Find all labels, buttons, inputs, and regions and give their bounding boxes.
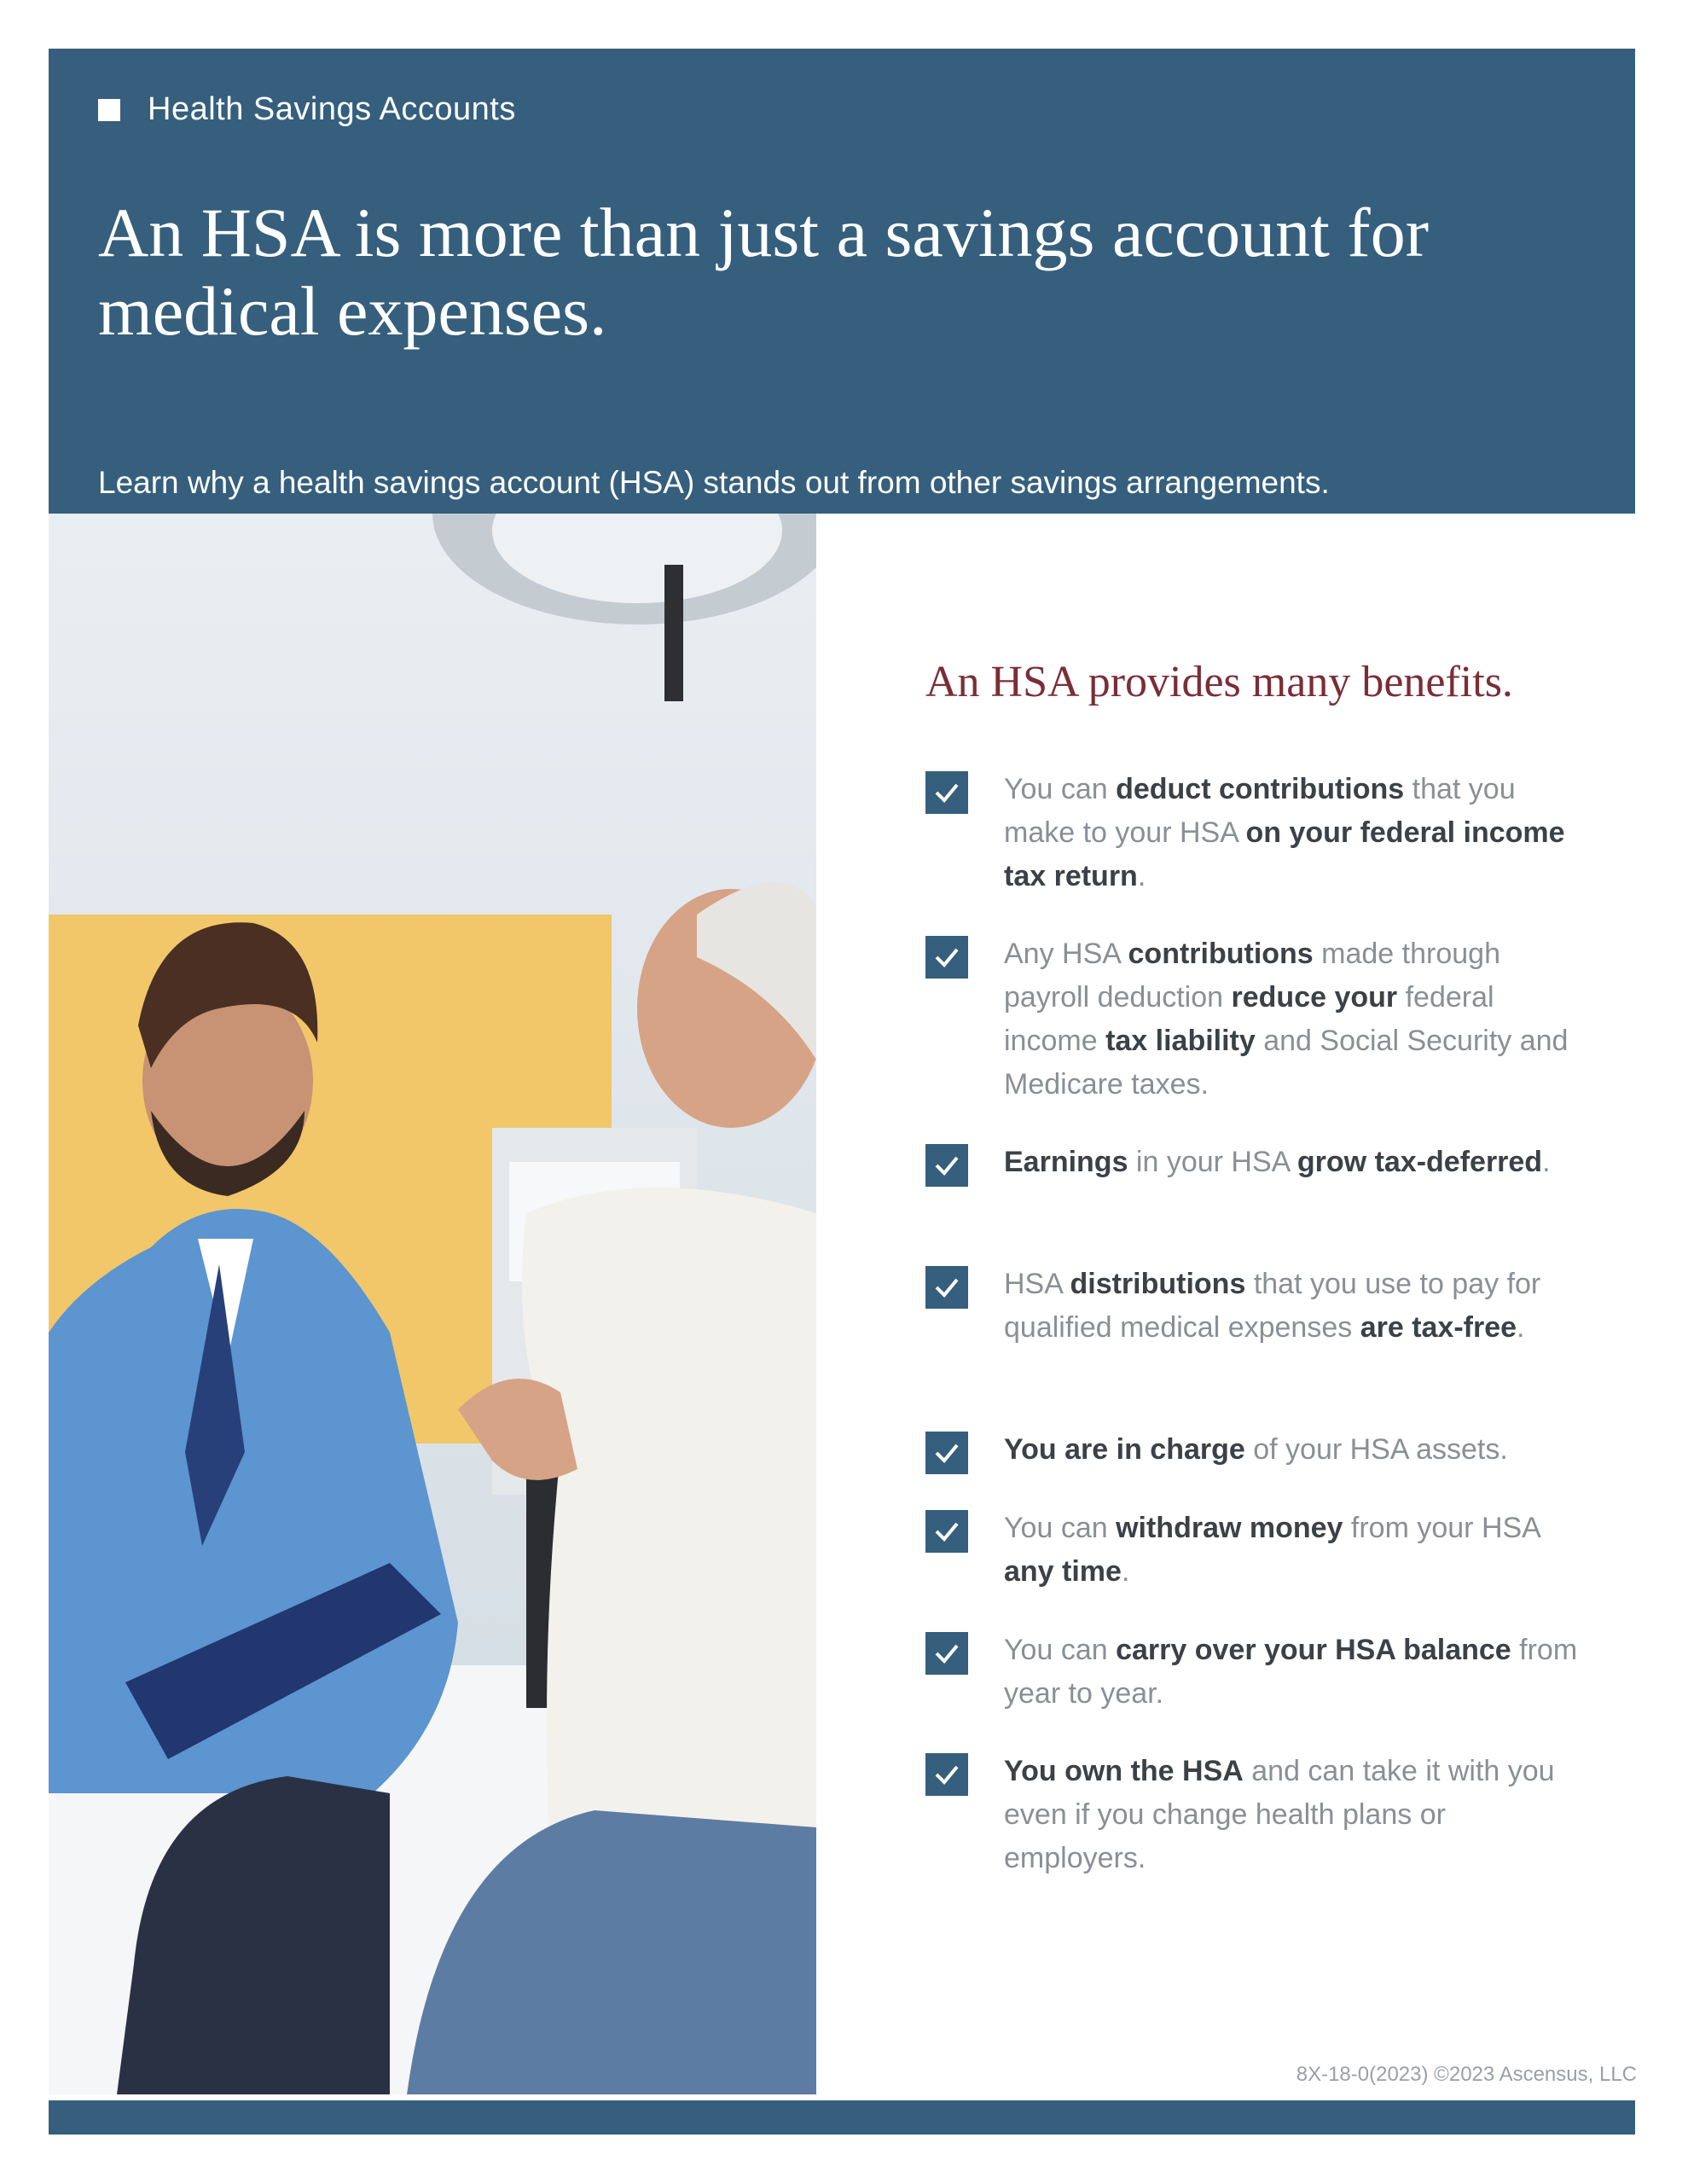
- benefit-text-emphasis: distributions: [1070, 1268, 1246, 1300]
- benefit-text-segment: .: [1517, 1311, 1525, 1344]
- benefit-text-emphasis: deduct contributions: [1116, 773, 1405, 805]
- benefit-text-segment: and can take it with you even if you change health plans or employers.: [1004, 1755, 1555, 1874]
- benefit-text-segment: federal income: [1004, 981, 1494, 1057]
- square-bullet-icon: [98, 99, 120, 121]
- benefit-text-segment: .: [1542, 1146, 1551, 1178]
- benefit-text-segment: from your HSA: [1343, 1512, 1540, 1544]
- doctor-patient-photo: [49, 514, 816, 2094]
- checkbox-checked-icon: [925, 1432, 968, 1474]
- benefit-text-segment: You can: [1004, 1512, 1117, 1544]
- benefit-item-6: [925, 1507, 1592, 1594]
- checkbox-checked-icon: [925, 1753, 968, 1796]
- benefit-text-emphasis: You are in charge: [1004, 1433, 1245, 1466]
- benefit-text-segment: made through payroll deduction: [1004, 938, 1500, 1014]
- benefit-text-segment: .: [1137, 860, 1146, 892]
- benefit-item-8: [925, 1750, 1592, 1880]
- benefit-text-emphasis: You own the HSA: [1004, 1755, 1244, 1787]
- benefit-item-4: [925, 1263, 1592, 1350]
- header-banner: [49, 49, 1635, 514]
- benefit-text-emphasis: grow tax-deferred: [1296, 1146, 1543, 1178]
- benefits-heading: An HSA provides many benefits.: [925, 658, 1513, 706]
- footer-bar: [49, 2100, 1635, 2135]
- benefit-text: [1004, 932, 1592, 1107]
- checkbox-checked-icon: [925, 1266, 968, 1309]
- benefit-text: [1004, 768, 1592, 898]
- benefit-text: [1004, 1629, 1592, 1716]
- benefit-text-segment: that you make to your HSA: [1004, 773, 1516, 849]
- benefit-text-emphasis: reduce your: [1231, 981, 1398, 1014]
- checkbox-checked-icon: [925, 1144, 968, 1187]
- benefit-text: [1004, 1507, 1592, 1594]
- benefit-text-emphasis: tax liability: [1105, 1025, 1256, 1057]
- benefit-text-emphasis: any time: [1004, 1555, 1122, 1588]
- benefit-text-emphasis: withdraw money: [1116, 1512, 1343, 1544]
- benefit-text: [1004, 1750, 1592, 1880]
- checkbox-checked-icon: [925, 936, 968, 979]
- benefit-text-emphasis: are tax-free: [1360, 1311, 1517, 1344]
- checkbox-checked-icon: [925, 1632, 968, 1675]
- benefit-text-emphasis: on your federal income tax return: [1004, 816, 1565, 892]
- checkbox-checked-icon: [925, 771, 968, 814]
- benefit-text-segment: that you use to pay for qualified medical expenses: [1004, 1268, 1541, 1344]
- page-subtitle: Learn why a health savings account (HSA) stands out from other savings arrangements.: [98, 465, 1330, 500]
- benefit-item-2: [925, 932, 1592, 1107]
- benefit-text-segment: HSA: [1004, 1268, 1070, 1300]
- benefit-text-segment: from year to year.: [1004, 1634, 1578, 1710]
- benefit-text-emphasis: Earnings: [1004, 1146, 1128, 1178]
- benefit-text-segment: Any HSA: [1004, 938, 1128, 970]
- benefit-item-7: [925, 1629, 1592, 1716]
- eyebrow-label: Health Savings Accounts: [148, 91, 516, 127]
- benefit-text-segment: You can: [1004, 1634, 1117, 1666]
- document-code: 8X-18-0(2023) ©2023 Ascensus, LLC: [1296, 2063, 1637, 2086]
- benefit-item-5: [925, 1428, 1592, 1474]
- benefit-text: [1004, 1263, 1592, 1350]
- benefit-item-3: [925, 1141, 1592, 1187]
- benefit-text-segment: You can: [1004, 773, 1117, 805]
- section-eyebrow: [98, 91, 516, 128]
- benefit-text-segment: .: [1121, 1555, 1130, 1588]
- benefit-text-segment: and Social Security and Medicare taxes.: [1004, 1025, 1569, 1101]
- benefit-text-segment: in your HSA: [1128, 1146, 1297, 1178]
- benefit-text: [1004, 1141, 1592, 1184]
- benefit-item-1: [925, 768, 1592, 898]
- checkbox-checked-icon: [925, 1510, 968, 1553]
- benefit-text-emphasis: carry over your HSA balance: [1116, 1634, 1511, 1666]
- benefit-text: [1004, 1428, 1592, 1472]
- benefit-text-segment: of your HSA assets.: [1244, 1433, 1508, 1466]
- page-title: An HSA is more than just a savings account for medical expenses.: [98, 194, 1430, 350]
- benefit-text-emphasis: contributions: [1128, 938, 1314, 970]
